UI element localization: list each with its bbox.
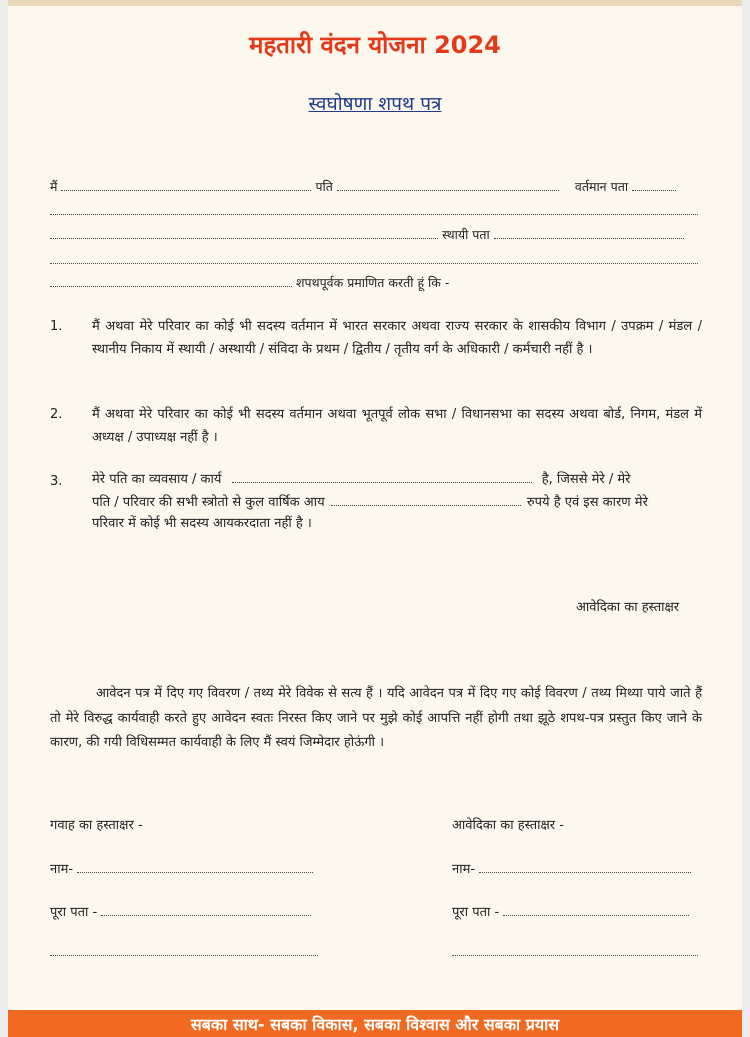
applicant-name-label: नाम- — [452, 862, 476, 877]
current-address-blank-line[interactable] — [50, 213, 698, 215]
applicant-name-line — [452, 860, 691, 878]
permanent-address-blank-end[interactable] — [50, 274, 292, 287]
form-line-5 — [50, 274, 449, 291]
husband-name-blank[interactable] — [337, 178, 559, 191]
scheme-title: महतारी वंदन योजना 2024 — [249, 31, 501, 59]
affirmation-text: शपथपूर्वक प्रमाणित करती हूं कि - — [295, 275, 450, 290]
item-1-text: मैं अथवा मेरे परिवार का कोई भी सदस्य वर्तमान में भारत सरकार अथवा राज्य सरकार के शासकीय विभाग / उपक्रम / मंडल / स्थानीय निकाय में स्थायी / अस्थायी / संविदा के प्रथम / द्वितीय / तृतीय वर्ग के अधिकारी / कर्मचारी नहीं है । — [92, 319, 702, 357]
form-line-3 — [50, 226, 684, 243]
applicant-address-line — [452, 903, 689, 921]
item-3-part-4: रुपये है एवं इस कारण मेरे — [526, 495, 648, 510]
item-3-line-2 — [92, 493, 648, 511]
applicant-signature-label: आवेदिका का हस्ताक्षर — [576, 600, 680, 615]
witness-signature-label: गवाह का हस्ताक्षर - — [50, 818, 143, 833]
occupation-blank[interactable] — [232, 470, 532, 483]
top-border — [8, 0, 742, 6]
form-line-1 — [50, 178, 676, 195]
witness-address-blank[interactable] — [101, 903, 311, 916]
current-address-blank-start[interactable] — [632, 178, 676, 191]
name-blank[interactable] — [61, 178, 311, 191]
item-3-part-3: पति / परिवार की सभी स्त्रोतो से कुल वार्षिक आय — [92, 495, 325, 510]
item-3-line-1 — [92, 470, 630, 488]
item-2-number: 2. — [50, 407, 63, 422]
document-subtitle: स्वघोषणा शपथ पत्र — [308, 93, 442, 115]
declaration-paragraph: आवेदन पत्र में दिए गए विवरण / तथ्य मेरे विवेक से सत्य हैं । यदि आवेदन पत्र में दिए गए कोई विवरण / तथ्य मिथ्या पाये जाते हैं तो मेरे विरुद्ध कार्यवाही करते हुए आवेदन स्वतः निरस्त किए जाने पर मुझे कोई आपत्ति नहीं होगी तथा झूठे शपथ-पत्र प्रस्तुत किए जाने के कारण, की गयी विधिसम्मत कार्यवाही के लिए मैं स्वयं जिम्मेदार होऊंगी । — [50, 686, 702, 750]
witness-name-label: नाम- — [50, 862, 74, 877]
main-label: मैं — [50, 179, 58, 194]
item-3-part-1: मेरे पति का व्यवसाय / कार्य — [92, 472, 222, 487]
item-1-number: 1. — [50, 319, 63, 334]
item-2-text: मैं अथवा मेरे परिवार का कोई भी सदस्य वर्तमान अथवा भूतपूर्व लोक सभा / विधानसभा का सदस्य अथवा बोर्ड, निगम, मंडल में अध्यक्ष / उपाध्यक्ष नहीं है । — [92, 407, 702, 445]
annual-income-blank[interactable] — [331, 493, 521, 506]
applicant-address-label: पूरा पता - — [452, 905, 500, 920]
item-3-line-3: परिवार में कोई भी सदस्य आयकरदाता नहीं है । — [92, 516, 312, 531]
footer-slogan-bar: सबका साथ- सबका विकास, सबका विश्वास और सबका प्रयास — [8, 1010, 742, 1037]
item-3-part-2: है, जिससे मेरे / मेरे — [541, 472, 631, 487]
current-address-blank-end[interactable] — [50, 226, 438, 239]
applicant-signature-label-2: आवेदिका का हस्ताक्षर - — [452, 818, 564, 833]
applicant-name-blank[interactable] — [479, 860, 691, 873]
husband-label: पति — [315, 179, 333, 194]
permanent-address-blank-start[interactable] — [494, 226, 684, 239]
item-3-number: 3. — [50, 474, 63, 489]
permanent-address-blank-line[interactable] — [50, 262, 698, 264]
applicant-address-blank[interactable] — [503, 903, 689, 916]
permanent-address-label: स्थायी पता — [441, 227, 490, 242]
current-address-label: वर्तमान पता — [574, 179, 629, 194]
witness-address-label: पूरा पता - — [50, 905, 98, 920]
affidavit-page — [8, 0, 742, 1037]
witness-address-blank-line[interactable] — [50, 954, 318, 956]
applicant-address-blank-line[interactable] — [452, 954, 698, 956]
witness-name-blank[interactable] — [77, 860, 313, 873]
witness-name-line — [50, 860, 313, 878]
witness-address-line — [50, 903, 311, 921]
